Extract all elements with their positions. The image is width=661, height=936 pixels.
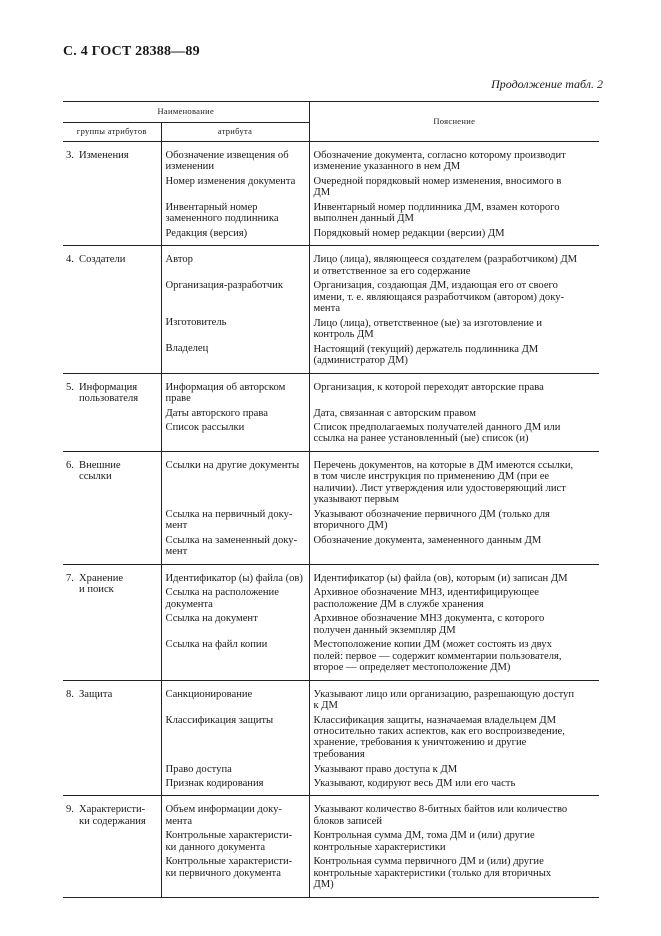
attribute-text: Автор: [165, 254, 193, 266]
table-row: [63, 680, 599, 796]
table-row: [63, 452, 599, 565]
explanation-text: Контрольная сумма ДМ, тома ДМ и (или) другие контрольные характеристики: [313, 830, 535, 853]
explanation-cell: [309, 373, 599, 451]
group-cell: [63, 246, 161, 373]
explanation-text: Список предполагаемых получателей данного ДМ или ссылка на ранее установленный (ые) список (и): [313, 422, 561, 445]
attribute-cell: [161, 565, 309, 681]
explanation-text: Настоящий (текущий) держатель подлинника ДМ (администратор ДМ): [313, 343, 539, 367]
explanation-text: Архивное обозначение МНЗ документа, с которого получен данный экземпляр ДМ: [313, 613, 545, 636]
explanation-text: Указывают, кодируют весь ДМ или его часть: [313, 778, 516, 790]
explanation-text: Классификация защиты, назначаемая владельцем ДМ относительно таких аспектов, как его воспроизведение, хранение, требования к уничтожению и другие требования: [313, 714, 565, 760]
attribute-text: Классификация защиты: [165, 714, 274, 726]
explanation-text: Очередной порядковый номер изменения, вносимого в ДМ: [313, 176, 562, 199]
explanation-cell: [309, 452, 599, 565]
attribute-text: Идентификатор (ы) файла (ов): [165, 573, 303, 585]
group-number: 8.: [66, 688, 74, 700]
explanation-text: Перечень документов, на которые в ДМ имеются ссылки, в том числе инструкция по применению ДМ (при ее наличии). Лист утверждения или удостоверяющий лист указывают первым: [313, 460, 574, 506]
attribute-cell: [161, 452, 309, 565]
explanation-text: Архивное обозначение МНЗ, идентифицирующее расположение ДМ в службе хранения: [313, 587, 539, 610]
explanation-cell: [309, 680, 599, 796]
attribute-text: Даты авторского права: [165, 407, 268, 419]
table-body: [63, 142, 599, 898]
table-row: [63, 373, 599, 451]
group-label: Характеристи- ки содержания: [79, 804, 146, 827]
attribute-text: Редакция (версия): [165, 228, 248, 239]
table-row: [63, 796, 599, 897]
attribute-cell: [161, 680, 309, 796]
group-number: 3.: [66, 150, 74, 161]
attribute-text: Ссылка на расположение документа: [165, 587, 279, 610]
group-cell: [63, 452, 161, 565]
attribute-text: Обозначение извещения об изменении: [165, 150, 289, 173]
attribute-text: Контрольные характеристи- ки данного документа: [165, 830, 293, 853]
attribute-text: Признак кодирования: [165, 778, 264, 790]
attribute-text: Ссылка на замененный доку- мент: [165, 535, 298, 558]
group-cell: [63, 565, 161, 681]
attribute-text: Санкционирование: [165, 688, 253, 700]
group-cell: [63, 142, 161, 246]
header-attribute: атрибута: [161, 123, 309, 142]
table-caption: Продолжение табл. 2: [491, 77, 603, 91]
explanation-text: Организация, к которой переходят авторские права: [313, 381, 544, 393]
table-row: [63, 246, 599, 373]
explanation-text: Указывают обозначение первичного ДМ (только для вторичного ДМ): [313, 509, 550, 532]
explanation-text: Порядковый номер редакции (версии) ДМ: [313, 228, 505, 239]
group-label: Создатели: [79, 254, 126, 266]
explanation-text: Местоположение копии ДМ (может состоять из двух полей: первое — содержит комментарии пользователя, второе — определяет местоположение ДМ): [313, 639, 562, 674]
attribute-text: Инвентарный номер замененного подлинника: [165, 202, 279, 225]
table-row: [63, 142, 599, 246]
attribute-text: Список рассылки: [165, 422, 245, 434]
attribute-cell: [161, 142, 309, 246]
group-number: 7.: [66, 573, 74, 585]
attribute-text: Номер изменения документа: [165, 176, 296, 187]
group-cell: [63, 373, 161, 451]
group-label: Внешние ссылки: [79, 460, 121, 483]
explanation-cell: [309, 246, 599, 373]
attribute-text: Информация об авторском праве: [165, 381, 286, 405]
attribute-text: Контрольные характеристи- ки первичного документа: [165, 856, 293, 879]
header-group: группы атрибутов: [63, 123, 161, 142]
explanation-text: Указывают право доступа к ДМ: [313, 763, 458, 775]
group-cell: [63, 680, 161, 796]
explanation-text: Лицо (лица), ответственное (ые) за изготовление и контроль ДМ: [313, 317, 543, 341]
explanation-text: Идентификатор (ы) файла (ов), которым (и) записан ДМ: [313, 573, 568, 585]
explanation-text: Организация, создающая ДМ, издающая его от своего имени, т. е. являющаяся разработчиком (автором) доку- мента: [313, 280, 565, 315]
group-number: 9.: [66, 804, 74, 816]
explanation-text: Обозначение документа, согласно которому производит изменение указанного в нем ДМ: [313, 150, 566, 173]
attribute-cell: [161, 246, 309, 373]
header-explanation: Пояснение: [309, 102, 599, 142]
group-label: Хранение и поиск: [79, 573, 124, 596]
group-label: Изменения: [79, 150, 129, 161]
group-label: Защита: [79, 688, 113, 700]
group-cell: [63, 796, 161, 897]
explanation-text: Лицо (лица), являющееся создателем (разработчиком) ДМ и ответственное за его содержание: [313, 254, 578, 277]
attribute-text: Объем информации доку- мента: [165, 804, 282, 827]
explanation-cell: [309, 142, 599, 246]
explanation-cell: [309, 796, 599, 897]
attribute-cell: [161, 796, 309, 897]
attribute-text: Изготовитель: [165, 317, 227, 329]
group-number: 5.: [66, 381, 74, 393]
header-name: Наименование: [63, 102, 309, 123]
explanation-text: Дата, связанная с авторским правом: [313, 407, 476, 419]
attribute-text: Ссылка на файл копии: [165, 639, 268, 651]
attribute-text: Ссылки на другие документы: [165, 460, 300, 472]
group-label: Информация пользователя: [79, 381, 139, 405]
explanation-text: Обозначение документа, замененного данным ДМ: [313, 535, 542, 547]
explanation-text: Контрольная сумма первичного ДМ и (или) другие контрольные характеристики (только для вторичных ДМ): [313, 856, 552, 891]
explanation-cell: [309, 565, 599, 681]
page-header: С. 4 ГОСТ 28388—89: [63, 44, 200, 59]
table-row: [63, 565, 599, 681]
group-number: 6.: [66, 460, 74, 472]
attribute-text: Организация-разработчик: [165, 280, 283, 292]
explanation-text: Указывают количество 8-битных байтов или количество блоков записей: [313, 804, 568, 827]
attribute-cell: [161, 373, 309, 451]
attribute-text: Право доступа: [165, 763, 232, 775]
attributes-table: [63, 101, 599, 898]
attribute-text: Ссылка на документ: [165, 613, 258, 625]
attribute-text: Владелец: [165, 343, 209, 355]
explanation-text: Инвентарный номер подлинника ДМ, взамен которого выполнен данный ДМ: [313, 202, 560, 225]
attribute-text: Ссылка на первичный доку- мент: [165, 509, 293, 532]
group-number: 4.: [66, 254, 74, 266]
explanation-text: Указывают лицо или организацию, разрешающую доступ к ДМ: [313, 688, 575, 712]
